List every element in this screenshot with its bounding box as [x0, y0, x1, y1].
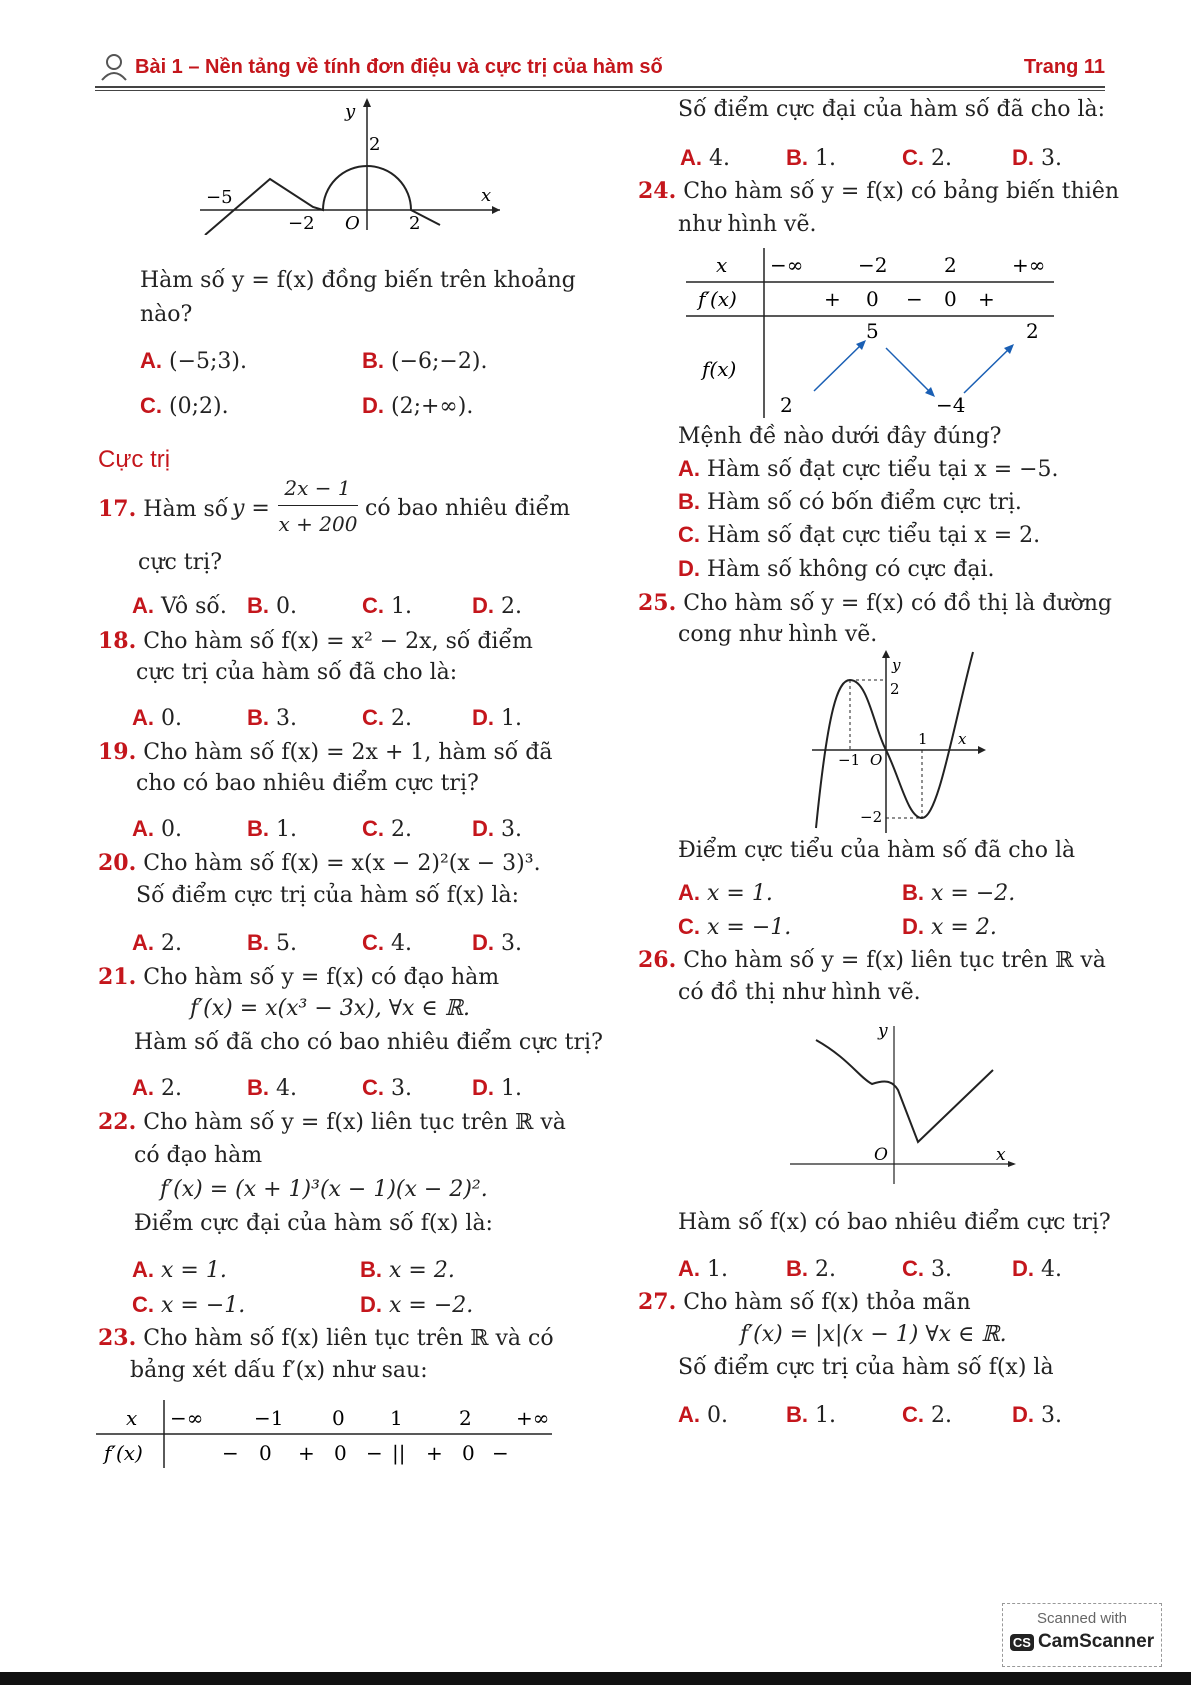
q23-x-5: +∞ [516, 1406, 550, 1430]
q20-option-b[interactable]: B. 5. [247, 930, 297, 956]
q22-option-d[interactable]: D. x = −2. [360, 1292, 474, 1318]
q25-tick-m1: −1 [838, 751, 861, 769]
q20-option-a[interactable]: A. 2. [132, 930, 182, 956]
q16-text: Hàm số y = f(x) đồng biến trên khoảng [140, 268, 576, 293]
q24-option-c[interactable]: C. Hàm số đạt cực tiểu tại x = 2. [678, 522, 1041, 548]
q23-x-3: 1 [390, 1406, 403, 1430]
graph-q26 [788, 1018, 1018, 1188]
q26-option-a[interactable]: A. 1. [678, 1256, 728, 1282]
q23-sign-table [96, 1400, 556, 1470]
q19-option-a[interactable]: A. 0. [132, 816, 182, 842]
q25-tick-m2: −2 [860, 808, 883, 826]
q19-text: 19. Cho hàm số f(x) = 2x + 1, hàm số đã [98, 739, 553, 765]
q17-option-b[interactable]: B. 0. [247, 593, 297, 619]
q23-sign-3: 0 [334, 1441, 347, 1465]
q24-text3: Mệnh đề nào dưới đây đúng? [678, 424, 1002, 449]
watermark-brand: CS CamScanner [1003, 1631, 1161, 1653]
q23-sign-6: + [426, 1441, 443, 1465]
q18-option-a[interactable]: A. 0. [132, 705, 182, 731]
q24-val-2-left: 2 [780, 393, 793, 417]
bottom-bar [0, 1672, 1191, 1685]
q23-text: 23. Cho hàm số f(x) liên tục trên ℝ và có [98, 1325, 554, 1351]
page-number: Trang 11 [1023, 56, 1105, 78]
q24-sign-2: − [906, 287, 923, 311]
q24-x-3: +∞ [1012, 253, 1046, 277]
q22-option-b[interactable]: B. x = 2. [360, 1257, 455, 1283]
q26-origin: O [874, 1145, 888, 1165]
q23-sign-4: − [366, 1441, 383, 1465]
page-header [95, 52, 1105, 82]
q24-fprime-label: f′(x) [698, 287, 737, 311]
q23-sign-7: 0 [462, 1441, 475, 1465]
q16-option-d[interactable]: D. (2;+∞). [362, 393, 474, 419]
q20-option-c[interactable]: C. 4. [362, 930, 412, 956]
q22-option-c[interactable]: C. x = −1. [132, 1292, 246, 1318]
q23-x-4: 2 [459, 1406, 472, 1430]
q16-option-c[interactable]: C. (0;2). [140, 393, 229, 419]
q24-x-1: −2 [858, 253, 888, 277]
q24-sign-1: 0 [866, 287, 879, 311]
header-rule-thin [95, 90, 1105, 91]
q17-option-c[interactable]: C. 1. [362, 593, 412, 619]
q23-x-2: 0 [332, 1406, 345, 1430]
q18-text: 18. Cho hàm số f(x) = x² − 2x, số điểm [98, 628, 533, 654]
graph-q16 [195, 95, 510, 235]
q24-option-b[interactable]: B. Hàm số có bốn điểm cực trị. [678, 489, 1022, 515]
q26-axis-y: y [878, 1021, 888, 1041]
q25-text: 25. Cho hàm số y = f(x) có đồ thị là đường [638, 590, 1112, 616]
tick-x-m5: −5 [206, 187, 233, 208]
q17-denominator: x + 200 [278, 512, 358, 536]
q24-x-label: x [716, 253, 728, 277]
tick-x-m2: −2 [288, 213, 315, 234]
q25-text2: cong như hình vẽ. [678, 622, 878, 647]
q20-text: 20. Cho hàm số f(x) = x(x − 2)²(x − 3)³. [98, 850, 541, 876]
q23-x-1: −1 [254, 1406, 284, 1430]
teacher-icon [99, 52, 129, 82]
q18-option-c[interactable]: C. 2. [362, 705, 412, 731]
q25-text3: Điểm cực tiểu của hàm số đã cho là [678, 838, 1076, 863]
q24-variation-table [686, 248, 1058, 420]
q24-val-2-right: 2 [1026, 319, 1039, 343]
q17-numerator: 2x − 1 [284, 476, 351, 500]
q24-text2: như hình vẽ. [678, 212, 817, 237]
tick-y-2: 2 [369, 134, 381, 155]
q17-y: y = [232, 496, 270, 521]
q17-text-post: có bao nhiêu điểm [365, 496, 571, 521]
q16-text2: nào? [140, 302, 193, 327]
q23-sign-2: + [298, 1441, 315, 1465]
q27-option-a[interactable]: A. 0. [678, 1402, 728, 1428]
q18-option-b[interactable]: B. 3. [247, 705, 297, 731]
q25-axis-y: y [892, 656, 901, 674]
tick-x-2: 2 [409, 213, 421, 234]
q26-text: 26. Cho hàm số y = f(x) liên tục trên ℝ và [638, 947, 1106, 973]
q23-text3: Số điểm cực đại của hàm số đã cho là: [678, 97, 1106, 122]
q16-option-b[interactable]: B. (−6;−2). [362, 348, 488, 374]
q24-option-a[interactable]: A. Hàm số đạt cực tiểu tại x = −5. [678, 456, 1059, 482]
q16-option-a[interactable]: A. (−5;3). [140, 348, 247, 374]
q23-text2: bảng xét dấu f′(x) như sau: [130, 1358, 428, 1383]
q23-option-b[interactable]: B. 1. [786, 145, 836, 171]
axis-y-label: y [345, 101, 356, 122]
q24-x-0: −∞ [770, 253, 804, 277]
q21-option-c[interactable]: C. 3. [362, 1075, 412, 1101]
q19-option-b[interactable]: B. 1. [247, 816, 297, 842]
q21-option-d[interactable]: D. 1. [472, 1075, 522, 1101]
camscanner-logo-icon: CS [1010, 1634, 1034, 1651]
q21-text: 21. Cho hàm số y = f(x) có đạo hàm [98, 964, 500, 990]
q24-sign-0: + [824, 287, 841, 311]
q25-tick-1: 1 [918, 730, 928, 748]
q26-option-c[interactable]: C. 3. [902, 1256, 952, 1282]
q22-formula: f′(x) = (x + 1)³(x − 1)(x − 2)². [160, 1177, 488, 1202]
q24-sign-4: + [978, 287, 995, 311]
q17-text: 17. Hàm số [98, 496, 229, 522]
q18-text2: cực trị của hàm số đã cho là: [136, 660, 458, 685]
q25-option-d[interactable]: D. x = 2. [902, 914, 997, 940]
q25-axis-x: x [958, 730, 967, 748]
q25-option-a[interactable]: A. x = 1. [678, 880, 773, 906]
q23-sign-1: 0 [259, 1441, 272, 1465]
q20-text2: Số điểm cực trị của hàm số f(x) là: [136, 883, 519, 908]
q23-fprime-label: f′(x) [104, 1441, 143, 1465]
axis-x-label: x [481, 185, 492, 206]
q17-text2: cực trị? [138, 550, 222, 575]
q23-sign-5: || [392, 1441, 406, 1465]
header-rule [95, 86, 1105, 88]
q25-tick-2: 2 [890, 680, 900, 698]
q26-option-b[interactable]: B. 2. [786, 1256, 836, 1282]
camscanner-watermark [1002, 1603, 1162, 1667]
q24-option-d[interactable]: D. Hàm số không có cực đại. [678, 556, 995, 582]
q21-text3: Hàm số đã cho có bao nhiêu điểm cực trị? [134, 1030, 603, 1055]
q23-x-0: −∞ [170, 1406, 204, 1430]
q26-axis-x: x [996, 1145, 1006, 1165]
q23-option-d[interactable]: D. 3. [1012, 145, 1062, 171]
q23-option-c[interactable]: C. 2. [902, 145, 952, 171]
q27-option-b[interactable]: B. 1. [786, 1402, 836, 1428]
q24-f-label: f(x) [702, 357, 737, 381]
q24-sign-3: 0 [944, 287, 957, 311]
section-title: Cực trị [98, 446, 171, 473]
q23-x-label: x [126, 1406, 138, 1430]
q17-option-d[interactable]: D. 2. [472, 593, 522, 619]
graph-q25 [808, 648, 988, 838]
q23-sign-0: − [222, 1441, 239, 1465]
q24-text: 24. Cho hàm số y = f(x) có bảng biến thiên [638, 178, 1120, 204]
q19-text2: cho có bao nhiêu điểm cực trị? [136, 771, 479, 796]
q27-option-c[interactable]: C. 2. [902, 1402, 952, 1428]
header-title: Bài 1 – Nền tảng về tính đơn điệu và cực trị của hàm số [135, 56, 663, 78]
q26-option-d[interactable]: D. 4. [1012, 1256, 1062, 1282]
q25-option-c[interactable]: C. x = −1. [678, 914, 792, 940]
q20-option-d[interactable]: D. 3. [472, 930, 522, 956]
q18-option-d[interactable]: D. 1. [472, 705, 522, 731]
q19-option-d[interactable]: D. 3. [472, 816, 522, 842]
q22-option-a[interactable]: A. x = 1. [132, 1257, 227, 1283]
q23-sign-8: − [492, 1441, 509, 1465]
q26-text2: có đồ thị như hình vẽ. [678, 980, 921, 1005]
q19-option-c[interactable]: C. 2. [362, 816, 412, 842]
q27-option-d[interactable]: D. 3. [1012, 1402, 1062, 1428]
q22-text4: Điểm cực đại của hàm số f(x) là: [134, 1211, 493, 1236]
watermark-line1: Scanned with [1036, 1610, 1128, 1627]
q17-option-a[interactable]: A. Vô số. [132, 593, 227, 619]
q27-text: 27. Cho hàm số f(x) thỏa mãn [638, 1289, 971, 1315]
q24-val-5: 5 [866, 319, 879, 343]
q17-fraction-bar [278, 505, 358, 506]
q21-formula: f′(x) = x(x³ − 3x), ∀x ∈ ℝ. [190, 996, 470, 1021]
q21-option-a[interactable]: A. 2. [132, 1075, 182, 1101]
q25-origin: O [870, 751, 883, 769]
q27-formula: f′(x) = |x|(x − 1) ∀x ∈ ℝ. [740, 1322, 1007, 1347]
q22-text: 22. Cho hàm số y = f(x) liên tục trên ℝ và [98, 1109, 566, 1135]
q24-x-2: 2 [944, 253, 957, 277]
q26-text3: Hàm số f(x) có bao nhiêu điểm cực trị? [678, 1210, 1111, 1235]
q23-option-a[interactable]: A. 4. [680, 145, 730, 171]
origin-label: O [345, 213, 360, 234]
q21-option-b[interactable]: B. 4. [247, 1075, 297, 1101]
q24-val-m4: −4 [936, 393, 966, 417]
q25-option-b[interactable]: B. x = −2. [902, 880, 1016, 906]
q27-text3: Số điểm cực trị của hàm số f(x) là [678, 1355, 1054, 1380]
q22-text2: có đạo hàm [134, 1143, 263, 1168]
